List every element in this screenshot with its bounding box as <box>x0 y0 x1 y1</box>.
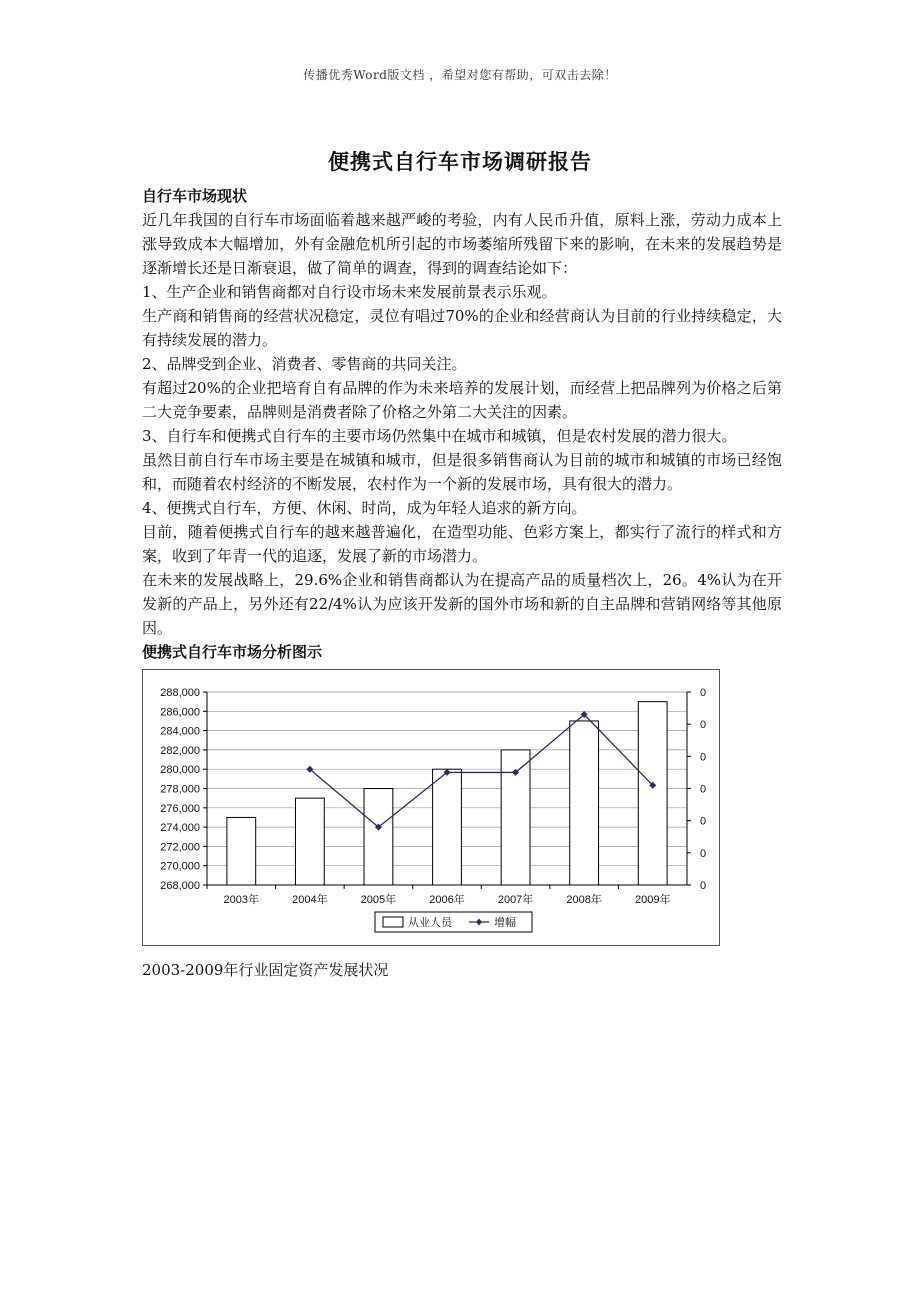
paragraph: 4、便携式自行车，方便、休闲、时尚，成为年轻人追求的新方向。 <box>142 499 587 517</box>
paragraph: 虽然目前自行车市场主要是在城镇和城市，但是很多销售商认为目前的城市和城镇的市场已经饱和，而随着农村经济的不断发展，农村作为一个新的发展市场，具有很大的潜力。 <box>142 451 782 493</box>
y-tick-label: 272,000 <box>160 841 200 854</box>
bar <box>295 798 324 885</box>
y2-tick-label: 0 <box>700 719 707 732</box>
combo-chart <box>143 670 719 945</box>
y2-tick-label: 0 <box>700 751 707 764</box>
chart-frame <box>142 669 720 946</box>
paragraph: 在未来的发展战略上，29.6%企业和销售商都认为在提高产品的质量档次上，26。4%认为在开发新的产品上，另外还有22/4%认为应该开发新的国外市场和新的自主品牌和营销网络等其他原因。 <box>142 571 782 637</box>
y-tick-label: 280,000 <box>160 764 200 777</box>
legend-label-bars: 从业人员 <box>408 916 452 929</box>
y2-tick-label: 0 <box>700 687 707 699</box>
y2-tick-label: 0 <box>700 847 707 860</box>
paragraph: 生产商和销售商的经营状况稳定，灵位有唱过70%的企业和经营商认为目前的行业持续稳定，大有持续发展的潜力。 <box>142 307 782 349</box>
x-tick-label: 2005年 <box>360 894 397 906</box>
bar <box>638 702 667 885</box>
x-tick-label: 2008年 <box>566 894 602 906</box>
bar <box>227 817 256 885</box>
y-tick-label: 276,000 <box>160 802 200 815</box>
x-tick-label: 2006年 <box>429 894 465 906</box>
y-tick-label: 274,000 <box>160 822 200 835</box>
y-tick-label: 286,000 <box>160 706 200 719</box>
paragraph: 近几年我国的自行车市场面临着越来越严峻的考验，内有人民币升值，原料上涨，劳动力成本上涨导致成本大幅增加，外有金融危机所引起的市场萎缩所残留下来的影响，在未来的发展趋势是逐渐增长还是日渐衰退，做了简单的调查，得到的调查结论如下： <box>142 211 782 277</box>
bar <box>433 769 462 885</box>
x-tick-label: 2003年 <box>223 894 260 906</box>
page-title: 便携式自行车市场调研报告 <box>328 150 592 174</box>
document-body <box>142 184 782 664</box>
legend-label-line: 增幅 <box>494 916 516 929</box>
bar <box>570 721 599 885</box>
x-tick-label: 2009年 <box>634 894 671 906</box>
y-tick-label: 284,000 <box>160 725 200 738</box>
paragraph: 2、品牌受到企业、消费者、零售商的共同关注。 <box>142 355 467 373</box>
y2-tick-label: 0 <box>700 815 707 828</box>
section-heading-market-status: 自行车市场现状 <box>142 187 248 205</box>
y-tick-label: 288,000 <box>160 687 200 699</box>
header-note: 传播优秀Word版文档 ，希望对您有帮助，可双击去除！ <box>303 68 617 82</box>
y2-tick-label: 0 <box>700 880 707 892</box>
y2-tick-label: 0 <box>700 783 707 796</box>
x-tick-label: 2004年 <box>292 894 328 906</box>
growth-line <box>310 715 653 828</box>
x-tick-label: 2007年 <box>497 894 534 906</box>
paragraph: 1、生产企业和销售商都对自行设市场未来发展前景表示乐观。 <box>142 283 557 301</box>
chart-caption: 2003-2009年行业固定资产发展状况 <box>142 961 389 979</box>
paragraph: 有超过20%的企业把培育自有品牌的作为未来培养的发展计划，而经营上把品牌列为价格之后第二大竞争要素，品牌则是消费者除了价格之外第二大关注的因素。 <box>142 379 782 421</box>
y-tick-label: 282,000 <box>160 744 200 757</box>
section-heading-chart: 便携式自行车市场分析图示 <box>142 643 323 661</box>
y-tick-label: 278,000 <box>160 783 200 796</box>
y-tick-label: 270,000 <box>160 860 200 873</box>
paragraph: 3、自行车和便携式自行车的主要市场仍然集中在城市和城镇，但是农村发展的潜力很大。 <box>142 427 737 445</box>
y-tick-label: 268,000 <box>160 880 200 892</box>
legend-bar-swatch <box>383 917 403 927</box>
bar <box>364 789 393 886</box>
paragraph: 目前，随着便携式自行车的越来越普遍化，在造型功能、色彩方案上，都实行了流行的样式和方案，收到了年青一代的追逐，发展了新的市场潜力。 <box>142 523 782 565</box>
